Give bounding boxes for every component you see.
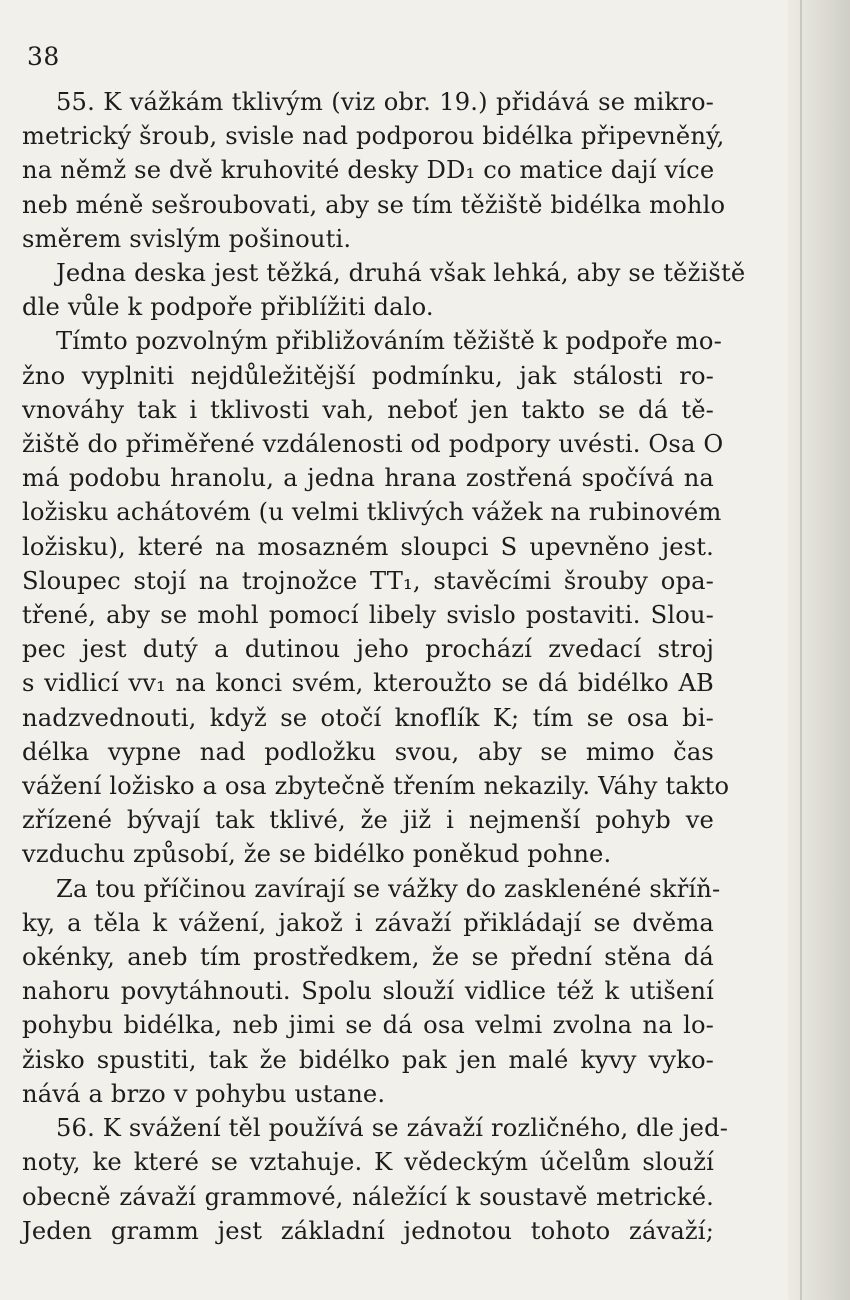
text-line: vzduchu způsobí, že se bidélko poněkud pohne. [22, 840, 612, 869]
paragraph-skrinky [22, 872, 721, 1111]
text-line: délka vypne nad podložku svou, aby se mimo čas [22, 737, 714, 766]
text-line: pohybu bidélka, neb jimi se dá osa velmi zvolna na lo- [22, 1011, 714, 1040]
text-line: 55. K vážkám tklivým (viz obr. 19.) přidává se mikro- [56, 88, 714, 116]
text-line: směrem svislým pošinouti. [22, 224, 352, 253]
text-line: noty, ke které se vztahuje. K vědeckým účelům slouží [22, 1148, 714, 1177]
text-line: s vidlicí vv₁ na konci svém, kteroužto se dá bidélko AB [22, 669, 714, 698]
text-line: ložisku), které na mosazném sloupci S upevněno jest. [22, 532, 714, 561]
paragraph-56 [22, 1111, 729, 1248]
text-line: žno vyplniti nejdůležitější podmínku, jak stálosti ro- [22, 361, 714, 390]
paragraph-pozvolne [22, 324, 730, 871]
text-line: Jedna deska jest těžká, druhá však lehká, aby se těžiště [56, 259, 746, 288]
text-line: nadzvednouti, když se otočí knoflík K; tím se osa bi- [22, 703, 714, 732]
text-line: Za tou příčinou zavírají se vážky do zasklenéné skříň- [56, 874, 721, 903]
text-line: obecně závaží grammové, náležící k soustavě metrické. [22, 1182, 714, 1211]
text-line: ky, a těla k vážení, jakož i závaží přikládají se dvěma [22, 908, 714, 937]
text-line: ložisku achátovém (u velmi tklivých vážek na rubinovém [22, 498, 722, 527]
text-body [22, 85, 746, 1248]
text-line: nává a brzo v pohybu ustane. [22, 1079, 386, 1108]
page-edge-shadow [788, 0, 850, 1300]
text-line: okénky, aneb tím prostředkem, že se přední stěna dá [22, 943, 714, 972]
text-line: má podobu hranolu, a jedna hrana zostřená spočívá na [22, 464, 714, 493]
text-line: třené, aby se mohl pomocí libely svislo postaviti. Slou- [22, 601, 714, 630]
text-line: na němž se dvě kruhovité desky DD₁ co matice dají více [22, 156, 715, 185]
text-line: žiště do přiměřené vzdálenosti od podpory uvésti. Osa O [22, 430, 724, 459]
text-line: Tímto pozvolným přibližováním těžiště k podpoře mo- [56, 327, 722, 356]
text-line: pec jest dutý a dutinou jeho prochází zvedací stroj [22, 635, 714, 664]
text-line: Jeden gramm jest základní jednotou tohoto závaží; [22, 1216, 714, 1245]
paragraph-55 [22, 85, 726, 256]
text-line: 56. K svážení těl používá se závaží rozličného, dle jed- [56, 1114, 729, 1143]
text-line: zřízené bývají tak tklivé, že již i nejmenší pohyb ve [22, 806, 714, 835]
text-line: neb méně sešroubovati, aby se tím těžiště bidélka mohlo [22, 190, 726, 219]
text-line: nahoru povytáhnouti. Spolu slouží vidlice též k utišení [22, 977, 714, 1006]
text-line: vážení ložisko a osa zbytečně třením nekazily. Váhy takto [22, 772, 730, 801]
text-line: metrický šroub, svisle nad podporou bidélka připevněný, [22, 122, 725, 151]
text-line: žisko spustiti, tak že bidélko pak jen malé kyvy vyko- [22, 1045, 714, 1074]
page-number: 38 [27, 42, 60, 71]
text-line: vnováhy tak i tklivosti vah, neboť jen takto se dá tě- [22, 395, 714, 424]
text-line: Sloupec stojí na trojnožce TT₁, stavěcími šrouby opa- [22, 566, 714, 595]
paragraph-deska [22, 256, 746, 324]
text-line: dle vůle k podpoře přiblížiti dalo. [22, 293, 434, 322]
